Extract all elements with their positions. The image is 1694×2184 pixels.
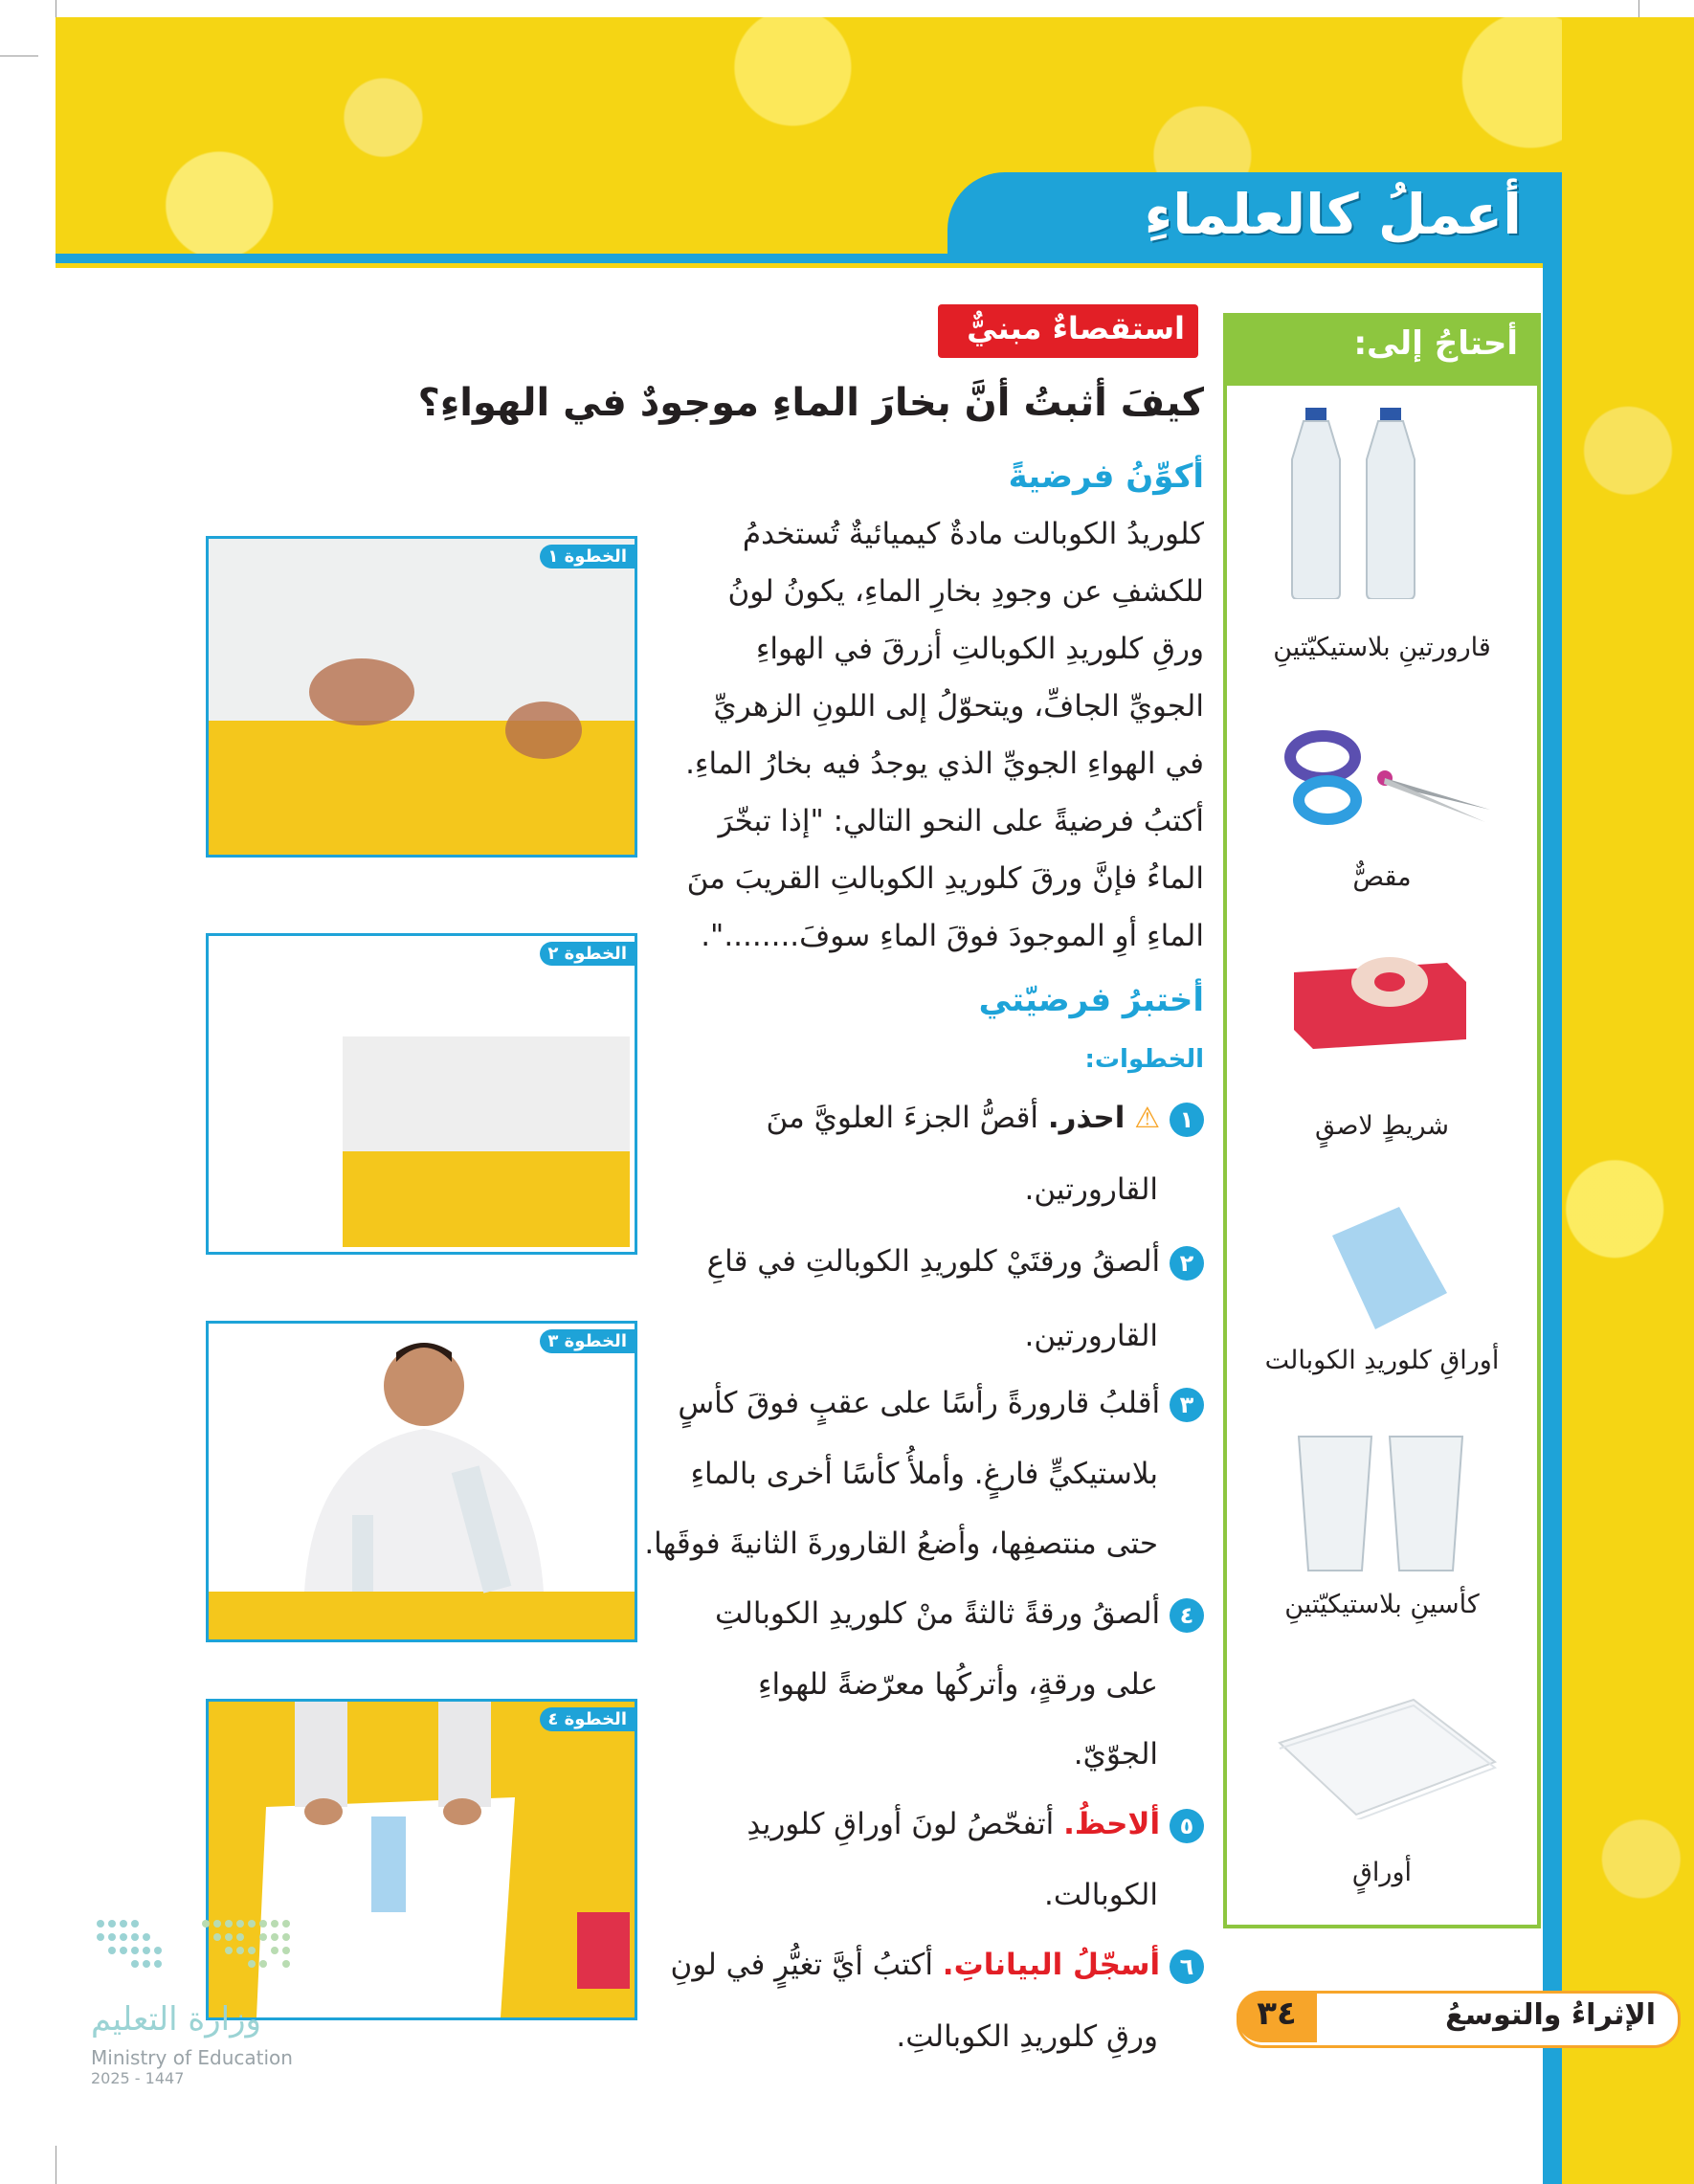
step-number: ٤ (1170, 1598, 1204, 1633)
photo-step-tag: الخطوة ٤ (540, 1707, 635, 1731)
inquiry-badge (938, 304, 1198, 358)
paper-strip-icon (1323, 1207, 1457, 1331)
step-text: أقلبُ قارورةً رأسًا على عقبٍ فوقَ كأسٍ (678, 1386, 1161, 1420)
steps-heading: الخطوات: (1084, 1045, 1204, 1074)
step-text: القارورتين. (1024, 1319, 1158, 1353)
tape-icon (1284, 944, 1476, 1059)
step-text: على ورقةٍ، وأتركُها معرّضةً للهواءِ (757, 1667, 1158, 1702)
cups-icon (1294, 1432, 1476, 1575)
photo-step-tag: الخطوة ٢ (540, 942, 635, 966)
hypothesis-line: للكشفِ عن وجودِ بخارِ الماءِ، يكونُ لونُ (727, 574, 1204, 609)
paper-sheets-icon (1270, 1695, 1500, 1819)
material-label: كأسينِ بلاستيكيّتينِ (1284, 1590, 1480, 1619)
materials-box (1223, 313, 1541, 1928)
step-1-image (209, 539, 635, 855)
step (747, 1807, 1204, 1843)
step-text: ألصقُ ورقتَيْ كلوريدِ الكوبالتِ في قاعِ (706, 1244, 1161, 1279)
step-2-image (209, 936, 635, 1252)
step-photo (206, 536, 637, 858)
materials-title: أحتاجُ إلى: (1353, 324, 1518, 363)
step-text: ورقِ كلوريدِ الكوبالتِ. (896, 2019, 1158, 2054)
warning-icon: ⚠ (1134, 1102, 1161, 1135)
ministry-logo-icon (91, 1914, 301, 1991)
edition-year: 2025 - 1447 (91, 2069, 185, 2087)
page-title: أعملُ كالعلماءِ (1144, 182, 1522, 247)
material-label: مقصٌّ (1352, 862, 1412, 892)
step-text: أكتبُ أيَّ تغيُّرٍ في لونِ (670, 1948, 933, 1982)
step-text: أقصُّ الجزءَ العلويَّ منَ (766, 1101, 1039, 1135)
hypothesis-line: في الهواءِ الجويِّ الذي يوجدُ فيه بخارُ الماءِ. (685, 747, 1204, 781)
step-text: ألصقُ ورقةً ثالثةً منْ كلوريدِ الكوبالتِ (714, 1596, 1161, 1631)
section-name: الإثراءُ والتوسعُ (1445, 1998, 1656, 2032)
step-lead: احذر. (1047, 1101, 1126, 1135)
step-number: ١ (1170, 1103, 1204, 1137)
inquiry-question: كيفَ أثبتُ أنَّ بخارَ الماءِ موجودٌ في الهواءِ؟ (417, 381, 1204, 425)
inquiry-badge-label: استقصاءٌ مبنيٌّ (967, 310, 1185, 346)
hypothesis-heading: أكوِّنُ فرضيةً (1008, 457, 1204, 496)
step-photo (206, 933, 637, 1255)
step-text: القارورتين. (1024, 1172, 1158, 1207)
step-photo (206, 1321, 637, 1642)
hypothesis-line: كلوريدُ الكوبالت مادةٌ كيميائيةٌ تُستخدمُ (742, 517, 1204, 551)
page-number: ٣٤ (1257, 1995, 1297, 2033)
step (671, 1948, 1204, 1984)
step-text: بلاستيكيٍّ فارغٍ. وأملأُ كأسًا أخرى بالماءِ (690, 1457, 1158, 1491)
photo-step-tag: الخطوة ٣ (540, 1329, 635, 1353)
hypothesis-line: الماءُ فإنَّ ورقَ كلوريدِ الكوبالتِ القريبَ منَ (686, 861, 1204, 896)
scissors-icon (1284, 719, 1495, 834)
step-number: ٢ (1170, 1246, 1204, 1281)
step-lead: أسجّلُ البياناتِ. (942, 1948, 1161, 1982)
material-label: أوراقٍ (1351, 1858, 1413, 1887)
step-lead: ألاحظُ. (1063, 1807, 1161, 1841)
test-heading: أختبرُ فرضيّتي (978, 981, 1204, 1019)
hypothesis-line: الماءِ أوِ الموجودَ فوقَ الماءِ سوفَ........". (701, 919, 1204, 953)
step-text: حتى منتصفِها، وأضعُ القارورةَ الثانيةَ فوقَها. (644, 1527, 1158, 1561)
side-rule (1543, 172, 1562, 2184)
hypothesis-line: أكتبُ فرضيةً على النحو التالي: "إذا تبخّرَ (718, 804, 1204, 838)
step (678, 1386, 1204, 1422)
material-label: أوراقِ كلوريدِ الكوبالت (1264, 1346, 1500, 1375)
hypothesis-line: الجويِّ الجافِّ، ويتحوّلُ إلى اللونِ الزهريِّ (713, 689, 1204, 724)
step-number: ٥ (1170, 1809, 1204, 1843)
step (767, 1101, 1204, 1137)
ministry-name-en: Ministry of Education (91, 2046, 293, 2069)
step-number: ٦ (1170, 1950, 1204, 1984)
step-text: أتفحّصُ لونَ أوراقِ كلوريدِ (747, 1807, 1055, 1841)
header-rule (56, 254, 1562, 263)
material-label: قارورتينِ بلاستيكيّتينِ (1273, 633, 1491, 662)
hypothesis-line: ورقِ كلوريدِ الكوبالتِ أزرقَ في الهواءِ (755, 632, 1204, 666)
step-3-image (209, 1324, 635, 1639)
side-background (1562, 17, 1694, 2184)
bottles-icon (1284, 408, 1476, 599)
step (707, 1244, 1204, 1281)
step (715, 1596, 1204, 1633)
ministry-name-ar: وزارة التعليم (91, 2000, 261, 2039)
step-text: الكوبالت. (1043, 1878, 1158, 1912)
step-text: الجوّيّ. (1073, 1737, 1158, 1772)
step-number: ٣ (1170, 1388, 1204, 1422)
photo-step-tag: الخطوة ١ (540, 545, 635, 568)
material-label: شريطٍ لاصقٍ (1314, 1111, 1450, 1141)
